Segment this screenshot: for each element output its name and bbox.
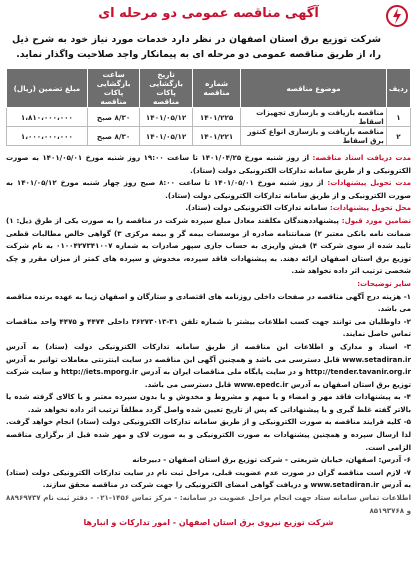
condition-item: ۶- آدرس: اصفهان، خیابان شریعتی - شرکت توزیع برق استان اصفهان - دبیرخانه bbox=[132, 455, 411, 465]
table-row bbox=[7, 108, 411, 127]
section-text: از روز شنبه مورخ ۱۴۰۱/۰۵/۰۱ تا ساعت ۸:۰۰ صبح روز چهار شنبه مورخ ۱۴۰۱/۰۵/۱۲ به صورت الکترونیکی و از طریق سامانه تدارکات الکترونیکی دولت (ستاد). bbox=[6, 178, 411, 200]
notice-body bbox=[6, 152, 411, 517]
condition-item: ۴- به پیشنهادات فاقد مهر و امضاء و یا مبهم و مشروط و مخدوش و یا بدون سپرده معتبر و یا کالای گرفته شده یا بالاتر گفته غلط گیری و یا پیشنهاداتی که پس از تاریخ تعیین شده واصل گردد مطلقاً ترتیب اثر داده نخواهد شد. bbox=[6, 392, 411, 414]
guarantee-amount-cell: ۱،۸۱۰،۰۰۰،۰۰۰ bbox=[7, 108, 88, 127]
section-label: تضامین مورد قبول: bbox=[341, 215, 411, 225]
table-row bbox=[7, 127, 411, 146]
column-header-guarantee-amount: مبلغ تضمین (ریال) bbox=[7, 69, 88, 108]
row-number-cell: ۲ bbox=[386, 127, 410, 146]
section-label: مدت تحویل پیشنهادات: bbox=[327, 178, 412, 188]
notice-intro: شرکت توزیع برق استان اصفهان در نظر دارد خدمات مورد نیاز خود به شرح ذیل را، از طریق مناقصه عمومی دو مرحله ای به پیمانکار واجد صلاحیت واگذار نماید. bbox=[12, 34, 381, 60]
tender-number-cell: ۱۴۰۱/۲۲۱ bbox=[192, 127, 240, 146]
conditions-title: سایر توضیحات: bbox=[357, 278, 411, 288]
guarantee-amount-cell: ۱،۰۰۰،۰۰۰،۰۰۰ bbox=[7, 127, 88, 146]
tender-table bbox=[6, 68, 411, 146]
section-submission-place bbox=[6, 202, 411, 215]
footer-contact: اطلاعات تماس سامانه ستاد جهت انجام مراحل عضویت در سامانه: - مرکز تماس ۱۴۵۶-۰۲۱ - دفتر ثبت نام ۸۸۹۶۹۷۳۷ و ۸۵۱۹۳۷۶۸ bbox=[6, 493, 412, 515]
opening-time-cell: ۸/۳۰ صبح bbox=[87, 108, 140, 127]
column-header-opening-time: ساعت بازگشایی پاکات مناقصه bbox=[87, 69, 140, 108]
section-submission-period bbox=[6, 177, 411, 202]
subject-cell: مناقصه بازیافت و بازسازی انواع کنتور برق اسقاط bbox=[241, 127, 386, 146]
row-number-cell: ۱ bbox=[386, 108, 410, 127]
opening-time-cell: ۸/۳۰ صبح bbox=[87, 127, 140, 146]
condition-item: ۵- کلیه فرایند مناقصه به صورت الکترونیکی و از طریق سامانه تدارکات الکترونیکی دولت (ستاد) انجام خواهد گرفت. لذا ارسال سپرده و همچنین پیشنهادات به صورت الکترونیکی و به صورت لاک و مهر شده قبل از برگزاری مناقصه الزامی است. bbox=[6, 417, 411, 452]
section-document-period bbox=[6, 152, 411, 177]
section-text: از روز شنبه مورخ ۱۴۰۱/۰۴/۲۵ تا ساعت ۱۹:۰۰ روز شنبه مورخ ۱۴۰۱/۰۵/۰۱ به صورت الکترونیکی و از طریق سامانه تدارکات الکترونیکی دولت (ستاد). bbox=[6, 153, 411, 175]
condition-item: ۳- اسناد و مدارک و اطلاعات این مناقصه از طریق سامانه تدارکات الکترونیکی دولت (ستاد) به آدرس www.setadiran.ir قابل دسترسی می باشد و همچنین آگهی این مناقصه در سایت اینترنتی معاملات توانیر به آدرس http://tender.tavanir.org.ir و در سایت پایگاه ملی مناقصات ایران به آدرس http://iets.mporg.ir و سایت شرکت توزیع برق استان اصفهان به آدرس www.epedc.ir قابل دسترسی می باشد. bbox=[6, 341, 412, 389]
opening-date-cell: ۱۴۰۱/۰۵/۱۲ bbox=[140, 127, 193, 146]
notice-header bbox=[6, 4, 411, 24]
condition-item: ۷- لازم است مناقصه گران در صورت عدم عضویت قبلی، مراحل ثبت نام در سایت تدارکات الکترونیکی دولت (ستاد) به آدرس www.setadiran.ir و دریافت گواهی امضای الکترونیکی را جهت شرکت در مناقصه محقق سازند. bbox=[6, 467, 411, 490]
column-header-subject: موضوع مناقصه bbox=[241, 69, 386, 108]
section-text: سامانه تدارکات الکترونیکی دولت (ستاد). bbox=[185, 203, 330, 213]
section-label: محل تحویل پیشنهادات: bbox=[329, 203, 411, 213]
column-header-tender-number: شماره مناقصه bbox=[192, 69, 240, 108]
opening-date-cell: ۱۴۰۱/۰۵/۱۲ bbox=[140, 108, 193, 127]
notice-title: آگهی مناقصه عمومی دو مرحله ای bbox=[98, 6, 319, 21]
tender-table-header-row bbox=[7, 69, 411, 108]
column-header-row-number: ردیف bbox=[386, 69, 410, 108]
section-text: پیشنهاددهندگان مکلفند معادل مبلغ سپرده شرکت در مناقصه را به صورت یکی از طرق ذیل: ۱) ضمانت نامه بانکی معتبر ۲) ضمانتنامه صادره از موسسات بیمه گر و بیمه مرکزی ۳) گواهی خالص مطالبات قطعی تایید شده از سوی شرکت ۴) فیش واریزی به حساب جاری سپهر صادرات به شماره ۰۱۰۰۴۲۷۳۴۱۰۰۷ به نام شرکت توزیع برق استان اصفهان ارائه دهند. به پیشنهادات فاقد سپرده، مخدوش و سپرده های کمتر از میزان مقرر و چک شخصی ترتیب اثر داده نخواهد شد. bbox=[6, 215, 411, 276]
issuer-signature: شرکت توزیع نیروی برق استان اصفهان - امور تدارکات و انبارها bbox=[83, 518, 334, 528]
column-header-opening-date: تاریخ بازگشایی پاکات مناقصه bbox=[140, 69, 193, 108]
condition-item: ۱- هزینه درج آگهی مناقصه در صفحات داخلی روزنامه های اقتصادی و ستارگان و اصفهان زیبا به عهده برنده مناقصه می باشد. bbox=[6, 291, 411, 314]
subject-cell: مناقصه بازیافت و بازسازی تجهیزات اسقاط bbox=[241, 108, 386, 127]
section-label: مدت دریافت اسناد مناقصه: bbox=[312, 153, 411, 162]
tender-number-cell: ۱۴۰۱/۲۲۵ bbox=[192, 108, 240, 127]
section-guarantees bbox=[6, 215, 411, 278]
condition-item: ۲- داوطلبان می توانند جهت کسب اطلاعات بیشتر با شماره تلفن ۳۱-۳۶۲۷۳۰۱۳ داخلی ۴۴۷۴ و ۴۴۷۵ واحد مناقصات تماس حاصل نمایند. bbox=[6, 316, 411, 339]
